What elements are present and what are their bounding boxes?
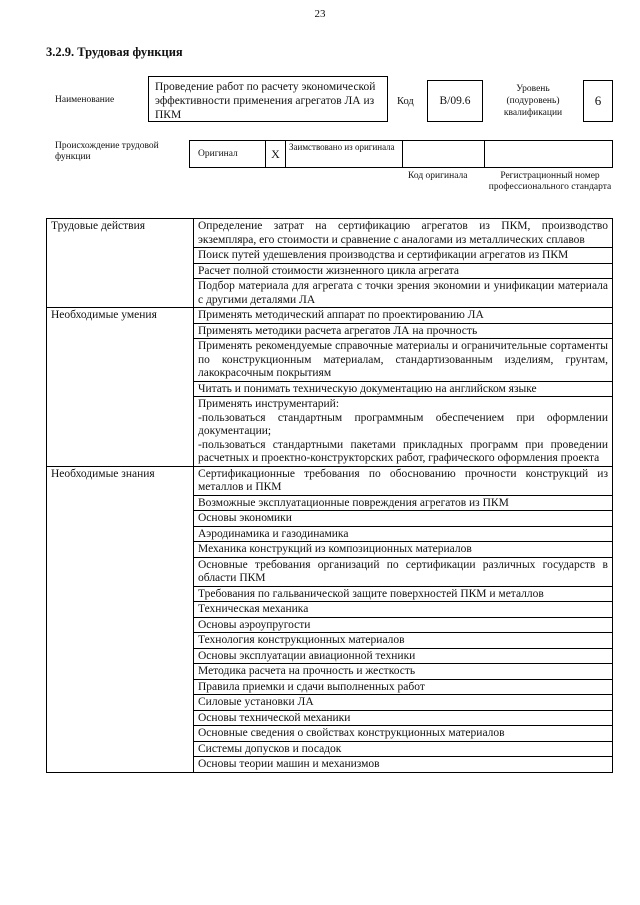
skills-item: Применять рекомендуемые справочные материалы и ограничительные сортаменты по конструкционным материалам, стандартизованным изделиям, грунтам, лакокрасочным покрытиям	[194, 339, 613, 382]
skills-item: Читать и понимать техническую документацию на английском языке	[194, 381, 613, 397]
origin-code-cell	[403, 141, 485, 167]
original-code-label: Код оригинала	[408, 171, 468, 181]
knowledge-item: Сертификационные требования по обоснованию прочности конструкций из металлов и ПКМ	[194, 466, 613, 495]
origin-label: Происхождение трудовой функции	[55, 141, 159, 162]
knowledge-item: Основы теории машин и механизмов	[194, 757, 613, 773]
level-value-box: 6	[583, 80, 613, 122]
knowledge-item: Аэродинамика и газодинамика	[194, 526, 613, 542]
origin-mark-cell: X	[266, 141, 286, 167]
origin-row	[189, 140, 613, 168]
function-name-box: Проведение работ по расчету экономической эффективности применения агрегатов ЛА из ПКМ	[148, 76, 388, 122]
table-row	[47, 466, 613, 495]
labor-actions-item: Поиск путей удешевления производства и сертификации агрегатов из ПКМ	[194, 248, 613, 264]
knowledge-item: Возможные эксплуатационные повреждения агрегатов из ПКМ	[194, 495, 613, 511]
knowledge-item: Основы эксплуатации авиационной техники	[194, 648, 613, 664]
knowledge-item: Механика конструкций из композиционных материалов	[194, 542, 613, 558]
origin-reg-cell	[485, 141, 612, 167]
knowledge-item: Основы технической механики	[194, 710, 613, 726]
labor-actions-item: Расчет полной стоимости жизненного цикла агрегата	[194, 263, 613, 279]
labor-actions-item: Определение затрат на сертификацию агрегатов из ПКМ, производство экземпляра, его стоимости и сравнение с аналогами из металлических сплавов	[194, 219, 613, 248]
labor-actions-item: Подбор материала для агрегата с точки зрения экономии и унификации материала с другими деталями ЛА	[194, 279, 613, 308]
knowledge-item: Методика расчета на прочность и жесткость	[194, 664, 613, 680]
knowledge-item: Системы допусков и посадок	[194, 741, 613, 757]
knowledge-item: Основы аэроупругости	[194, 617, 613, 633]
name-label: Наименование	[55, 95, 115, 105]
knowledge-item: Основные требования организаций по сертификации различных государств в области ПКМ	[194, 557, 613, 586]
skills-item: Применять методический аппарат по проектированию ЛА	[194, 308, 613, 324]
function-table	[46, 218, 613, 773]
reg-number-label: Регистрационный номер профессионального стандарта	[488, 171, 612, 192]
table-row	[47, 308, 613, 324]
knowledge-item: Правила приемки и сдачи выполненных работ	[194, 679, 613, 695]
knowledge-category: Необходимые знания	[47, 466, 194, 772]
origin-borrowed-cell: Заимствовано из оригинала	[286, 141, 403, 167]
knowledge-item: Техническая механика	[194, 602, 613, 618]
knowledge-item: Силовые установки ЛА	[194, 695, 613, 711]
labor-actions-category: Трудовые действия	[47, 219, 194, 308]
skills-item: Применять методики расчета агрегатов ЛА на прочность	[194, 323, 613, 339]
skills-category: Необходимые умения	[47, 308, 194, 467]
knowledge-item: Основные сведения о свойствах конструкционных материалов	[194, 726, 613, 742]
code-label: Код	[397, 96, 414, 107]
origin-original-cell: Оригинал	[190, 141, 266, 167]
skills-item: Применять инструментарий: -пользоваться стандартным программным обеспечением при оформлении документации; -пользоваться стандартными пакетами прикладных программ при проведении расчетных и проектно-конструкторских работ, графического оформления проекта	[194, 397, 613, 467]
level-label: Уровень (подуровень) квалификации	[503, 84, 563, 118]
knowledge-item: Технология конструкционных материалов	[194, 633, 613, 649]
code-value-box: В/09.6	[427, 80, 483, 122]
section-title: 3.2.9. Трудовая функция	[46, 45, 183, 59]
knowledge-item: Основы экономики	[194, 511, 613, 527]
table-row	[47, 219, 613, 248]
page-number: 23	[314, 8, 326, 20]
knowledge-item: Требования по гальванической защите поверхностей ПКМ и металлов	[194, 586, 613, 602]
